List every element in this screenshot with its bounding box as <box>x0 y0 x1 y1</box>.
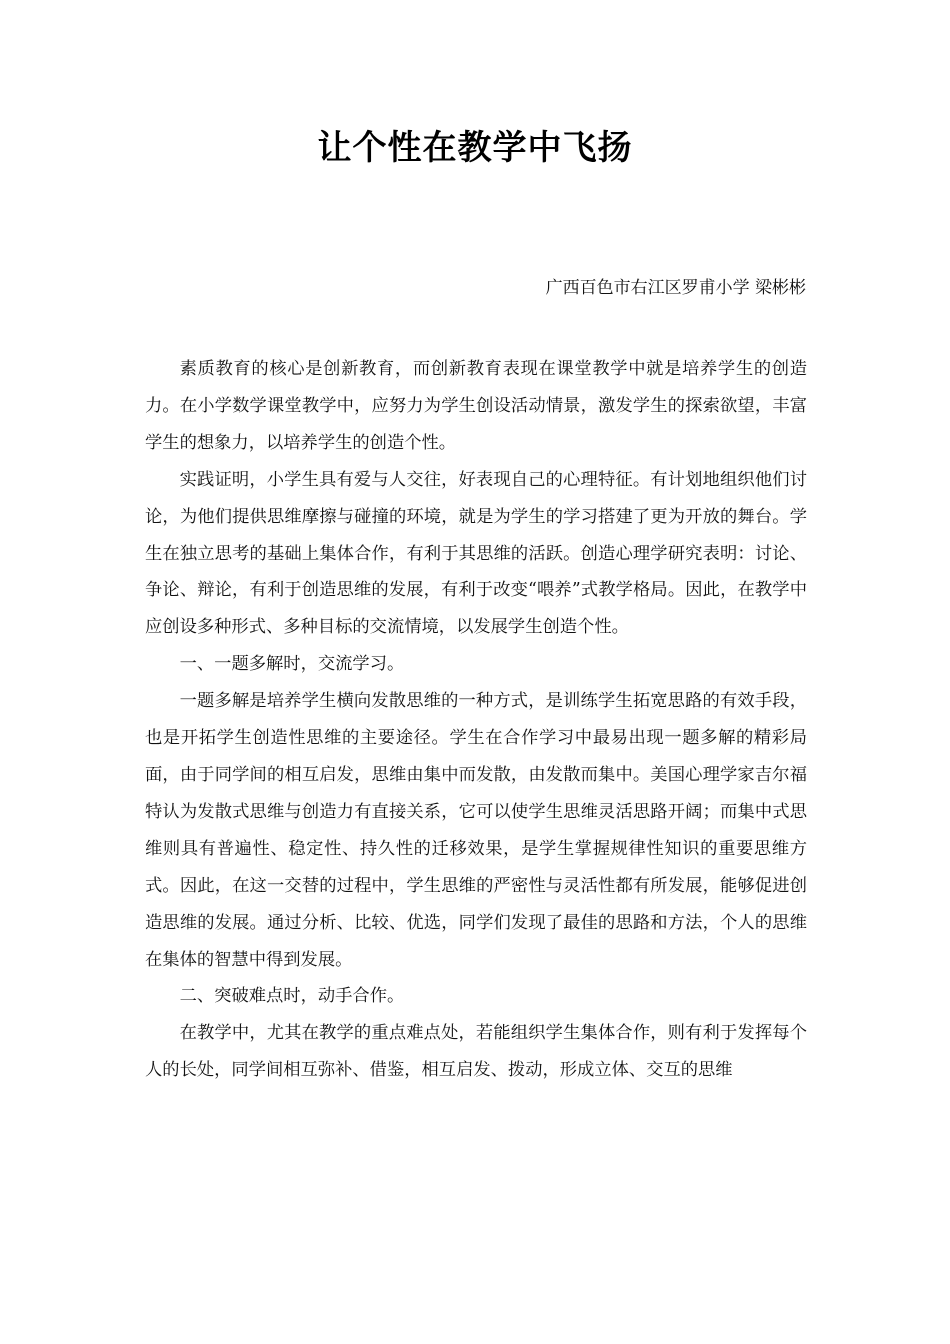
paragraph-practice: 实践证明，小学生具有爱与人交往，好表现自己的心理特征。有计划地组织他们讨论，为他们提供思维摩擦与碰撞的环境，就是为学生的学习搭建了更为开放的舞台。学生在独立思考的基础上集体合作，有利于其思维的活跃。创造心理学研究表明：讨论、争论、辩论，有利于创造思维的发展，有利于改变“喂养”式教学格局。因此，在教学中应创设多种形式、多种目标的交流情境，以发展学生创造个性。 <box>145 469 807 638</box>
paragraph-section-1: 一题多解是培养学生横向发散思维的一种方式，是训练学生拓宽思路的有效手段，也是开拓学生创造性思维的主要途径。学生在合作学习中最易出现一题多解的精彩局面，由于同学间的相互启发，思维由集中而发散，由发散而集中。美国心理学家吉尔福特认为发散式思维与创造力有直接关系，它可以使学生思维灵活思路开阔；而集中式思维则具有普遍性、稳定性、持久性的迁移效果，是学生掌握规律性知识的重要思维方式。因此，在这一交替的过程中，学生思维的严密性与灵活性都有所发展，能够促进创造思维的发展。通过分析、比较、优选，同学们发现了最佳的思路和方法，个人的思维在集体的智慧中得到发展。 <box>145 691 807 970</box>
document-title: 让个性在教学中飞扬 <box>317 128 633 168</box>
paragraph-section-2: 在教学中，尤其在教学的重点难点处，若能组织学生集体合作，则有利于发挥每个人的长处，同学间相互弥补、借鉴，相互启发、拨动，形成立体、交互的思维 <box>145 1023 807 1081</box>
author-line: 广西百色市右江区罗甫小学 梁彬彬 <box>545 278 806 298</box>
document-body <box>145 351 807 1089</box>
section-heading-1: 一、一题多解时，交流学习。 <box>179 654 405 675</box>
paragraph-intro: 素质教育的核心是创新教育，而创新教育表现在课堂教学中就是培养学生的创造力。在小学数学课堂教学中，应努力为学生创设活动情景，激发学生的探索欲望，丰富学生的想象力，以培养学生的创造个性。 <box>145 359 807 453</box>
section-heading-2: 二、突破难点时，动手合作。 <box>179 986 405 1007</box>
